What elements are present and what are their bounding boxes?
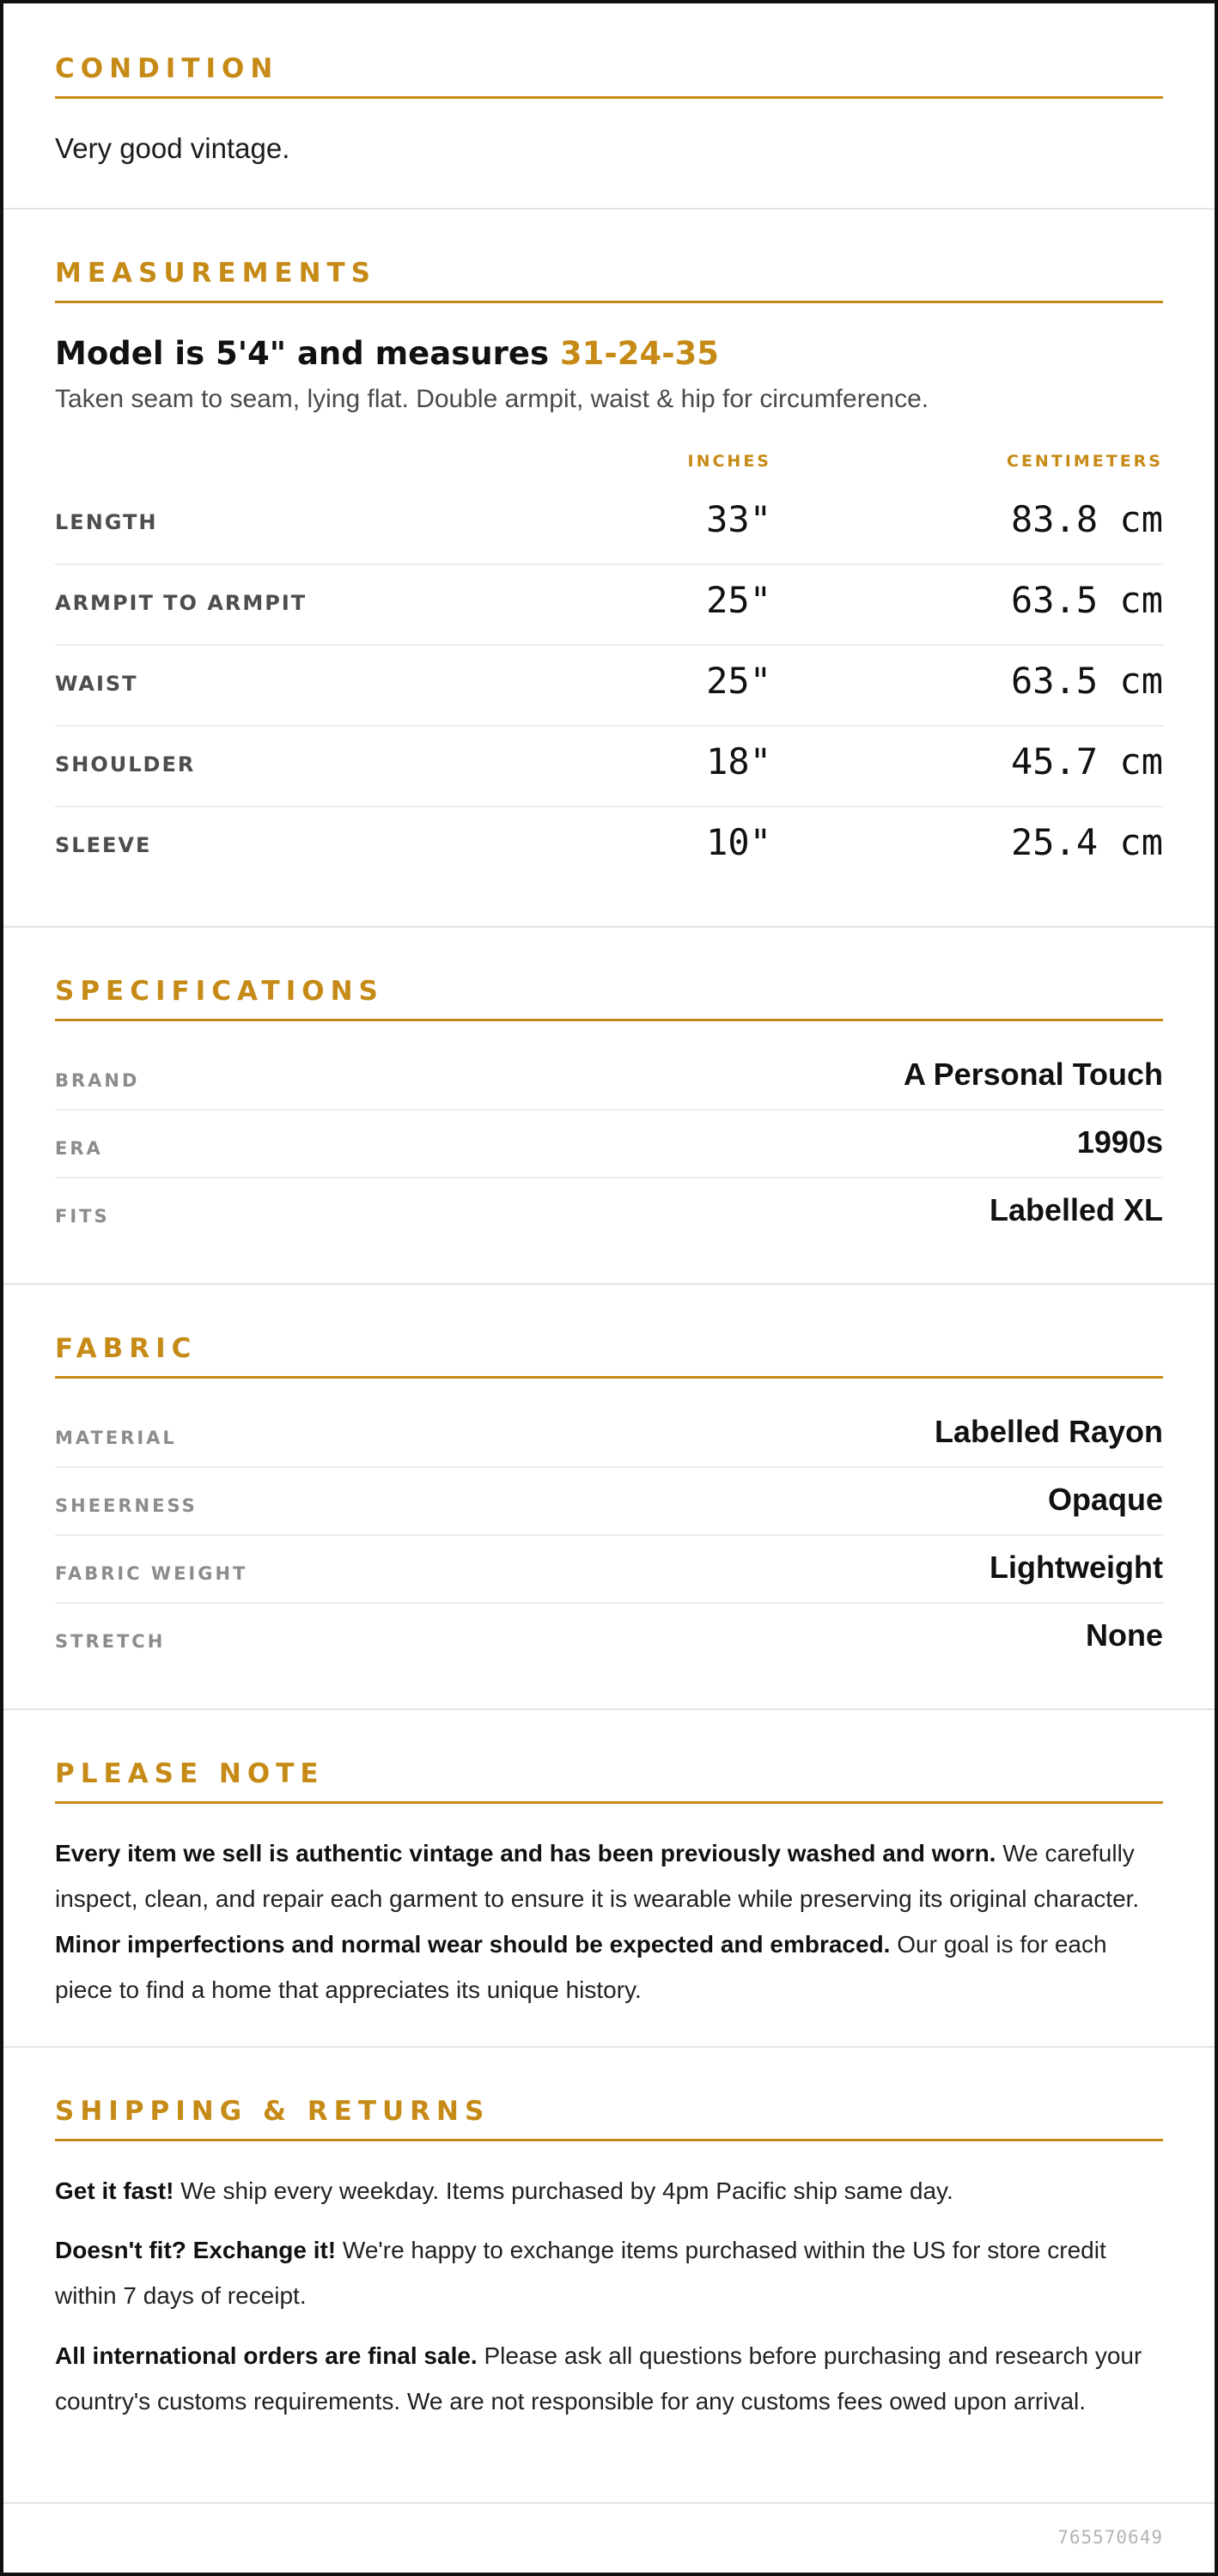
measurement-label: LENGTH xyxy=(55,510,158,534)
fabric-row-sheerness xyxy=(55,1468,1163,1536)
sku-number: 765570649 xyxy=(1057,2527,1163,2548)
measurement-row xyxy=(55,565,1163,646)
fabric-label: SHEERNESS xyxy=(55,1495,198,1516)
shipping-bold-2: Doesn't fit? Exchange it! xyxy=(55,2237,337,2263)
measurement-row xyxy=(55,807,1163,888)
measurement-row xyxy=(55,727,1163,807)
spec-row-era xyxy=(55,1111,1163,1178)
fabric-row-stretch xyxy=(55,1604,1163,1672)
fabric-label: FABRIC WEIGHT xyxy=(55,1563,248,1584)
measurement-label: ARMPIT TO ARMPIT xyxy=(55,591,308,615)
spec-label: BRAND xyxy=(55,1070,140,1091)
centimeters-column-header: CENTIMETERS xyxy=(1007,452,1163,471)
shipping-text-2: We're happy to exchange items purchased within the US for store credit within 7 days of receipt. xyxy=(55,2237,1106,2309)
shipping-paragraph-exchange xyxy=(55,2227,1163,2318)
note-text-1: We carefully inspect, clean, and repair each garment to ensure it is wearable while preserving its original character. xyxy=(55,1840,1140,1912)
measurement-inches: 10" xyxy=(706,821,771,863)
please-note-section xyxy=(3,1710,1215,2048)
condition-section xyxy=(3,3,1215,210)
spec-value: A Personal Touch xyxy=(903,1057,1163,1092)
measurement-inches: 25" xyxy=(706,660,771,702)
fabric-value: Opaque xyxy=(1047,1482,1163,1517)
spec-row-fits xyxy=(55,1178,1163,1246)
condition-heading-text: CONDITION xyxy=(55,53,279,84)
note-text-2: Our goal is for each piece to find a home that appreciates its unique history. xyxy=(55,1931,1107,2003)
fabric-label: MATERIAL xyxy=(55,1428,177,1448)
condition-text: Very good vintage. xyxy=(55,132,290,164)
spec-row-brand xyxy=(55,1043,1163,1111)
shipping-paragraph-fast xyxy=(55,2168,1163,2214)
measurement-label: SHOULDER xyxy=(55,752,196,776)
heading-rule xyxy=(55,96,1163,99)
specifications-heading-text: SPECIFICATIONS xyxy=(55,976,384,1007)
note-bold-2: Minor imperfections and normal wear should be expected and embraced. xyxy=(55,1931,891,1958)
measurement-method-note: Taken seam to seam, lying flat. Double armpit, waist & hip for circumference. xyxy=(55,385,929,413)
spec-label: FITS xyxy=(55,1206,110,1227)
shipping-text-1: We ship every weekday. Items purchased by 4pm Pacific ship same day. xyxy=(174,2177,953,2204)
spec-value: 1990s xyxy=(1076,1124,1163,1160)
model-measurements-value: 31-24-35 xyxy=(559,335,720,372)
measurements-heading-text: MEASUREMENTS xyxy=(55,258,377,289)
heading-rule xyxy=(55,1019,1163,1021)
shipping-text-3: Please ask all questions before purchasing and research your country's customs requirements. We are not responsible for any customs fees owed upon arrival. xyxy=(55,2342,1142,2415)
fabric-row-weight xyxy=(55,1536,1163,1604)
fabric-heading-text: FABRIC xyxy=(55,1333,198,1364)
heading-rule xyxy=(55,301,1163,303)
please-note-heading-text: PLEASE NOTE xyxy=(55,1758,325,1789)
measurement-centimeters: 45.7 cm xyxy=(1010,740,1163,783)
shipping-bold-3: All international orders are final sale. xyxy=(55,2342,478,2369)
shipping-paragraph-international xyxy=(55,2333,1163,2424)
measurement-inches: 18" xyxy=(706,740,771,783)
measurement-row xyxy=(55,484,1163,565)
spec-value: Labelled XL xyxy=(989,1192,1163,1227)
measurement-inches: 33" xyxy=(706,498,771,540)
measurement-centimeters: 83.8 cm xyxy=(1010,498,1163,540)
heading-rule xyxy=(55,1801,1163,1804)
fabric-label: STRETCH xyxy=(55,1631,166,1652)
fabric-section xyxy=(3,1285,1215,1710)
measurement-centimeters: 25.4 cm xyxy=(1010,821,1163,863)
measurements-section xyxy=(3,210,1215,928)
fabric-value: Labelled Rayon xyxy=(934,1414,1163,1449)
specifications-section xyxy=(3,928,1215,1285)
measurement-centimeters: 63.5 cm xyxy=(1010,660,1163,702)
measurement-label: WAIST xyxy=(55,672,138,696)
heading-rule xyxy=(55,1376,1163,1379)
fabric-row-material xyxy=(55,1400,1163,1468)
spec-label: ERA xyxy=(55,1138,103,1159)
note-bold-1: Every item we sell is authentic vintage and has been previously washed and worn. xyxy=(55,1840,996,1867)
shipping-bold-1: Get it fast! xyxy=(55,2177,174,2204)
model-measurements-prefix: Model is 5'4" and measures xyxy=(55,335,560,372)
please-note-paragraph xyxy=(55,1830,1163,2013)
model-measurements xyxy=(55,335,719,372)
fabric-value: None xyxy=(1086,1617,1163,1653)
measurement-label: SLEEVE xyxy=(55,833,152,857)
shipping-returns-section xyxy=(3,2048,1215,2504)
heading-rule xyxy=(55,2139,1163,2141)
measurement-row xyxy=(55,646,1163,727)
measurement-inches: 25" xyxy=(706,579,771,621)
shipping-heading-text: SHIPPING & RETURNS xyxy=(55,2096,490,2127)
fabric-value: Lightweight xyxy=(990,1550,1163,1585)
measurement-centimeters: 63.5 cm xyxy=(1010,579,1163,621)
inches-column-header: INCHES xyxy=(687,452,771,471)
